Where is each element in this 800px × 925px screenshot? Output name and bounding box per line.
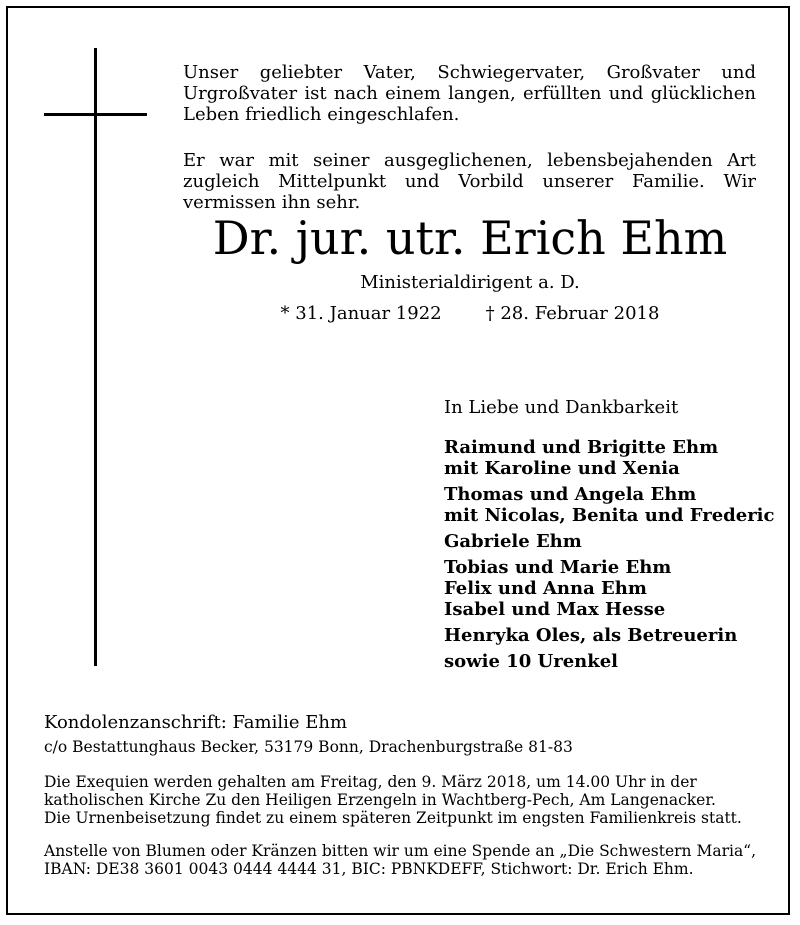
- mourner-line: Isabel und Max Hesse: [444, 599, 666, 620]
- mourner-group: [444, 625, 774, 646]
- mourner-group: [444, 484, 774, 526]
- mourner-line: Henryka Oles, als Betreuerin: [444, 625, 738, 646]
- exequies-notice: Die Exequien werden gehalten am Freitag, den 9. März 2018, um 14.00 Uhr in der katholischen Kirche Zu den Heiligen Erzengeln in Wachtberg-Pech, Am Langenacker.: [44, 773, 716, 809]
- intro-paragraph-2: Er war mit seiner ausgeglichenen, lebensbejahenden Art zugleich Mittelpunkt und Vorbild unserer Familie. Wir vermissen ihn sehr.: [183, 150, 756, 213]
- birth-date: * 31. Januar 1922: [280, 303, 442, 324]
- mourners-list: [444, 437, 774, 672]
- mourner-line: Raimund und Brigitte Ehm: [444, 437, 719, 458]
- mourner-line: Tobias und Marie Ehm: [444, 557, 672, 578]
- cross-vertical-bar: [94, 48, 97, 666]
- intro-paragraph-1: Unser geliebter Vater, Schwiegervater, Großvater und Urgroßvater ist nach einem langen, erfüllten und glücklichen Leben friedlich eingeschlafen.: [183, 62, 756, 125]
- condolence-address: c/o Bestattunghaus Becker, 53179 Bonn, Drachenburgstraße 81-83: [44, 738, 573, 756]
- mourner-group: [444, 651, 774, 672]
- condolence-address-label: Kondolenzanschrift: Familie Ehm: [44, 712, 348, 733]
- urn-notice: Die Urnenbeisetzung findet zu einem späteren Zeitpunkt im engsten Familienkreis statt.: [44, 809, 742, 827]
- death-date: † 28. Februar 2018: [485, 303, 660, 324]
- deceased-title: Ministerialdirigent a. D.: [360, 272, 580, 293]
- deceased-name: Dr. jur. utr. Erich Ehm: [212, 211, 728, 265]
- mourner-line: Felix und Anna Ehm: [444, 578, 647, 599]
- mourner-line: sowie 10 Urenkel: [444, 651, 618, 672]
- mourner-line: mit Nicolas, Benita und Frederic: [444, 505, 775, 526]
- mourner-line: mit Karoline und Xenia: [444, 458, 680, 479]
- mourner-group: [444, 437, 774, 479]
- mourners-intro: In Liebe und Dankbarkeit: [444, 397, 679, 418]
- mourner-line: Thomas und Angela Ehm: [444, 484, 697, 505]
- mourner-line: Gabriele Ehm: [444, 531, 582, 552]
- life-dates: [150, 303, 790, 325]
- mourner-group: [444, 531, 774, 552]
- mourner-group: [444, 557, 774, 620]
- service-notice: [44, 773, 758, 827]
- cross-horizontal-bar: [44, 113, 147, 116]
- donation-notice: Anstelle von Blumen oder Kränzen bitten wir um eine Spende an „Die Schwestern Maria“, IBAN: DE38 3601 0043 0444 4444 31, BIC: PBNKDEFF, Stichwort: Dr. Erich Ehm.: [44, 842, 757, 878]
